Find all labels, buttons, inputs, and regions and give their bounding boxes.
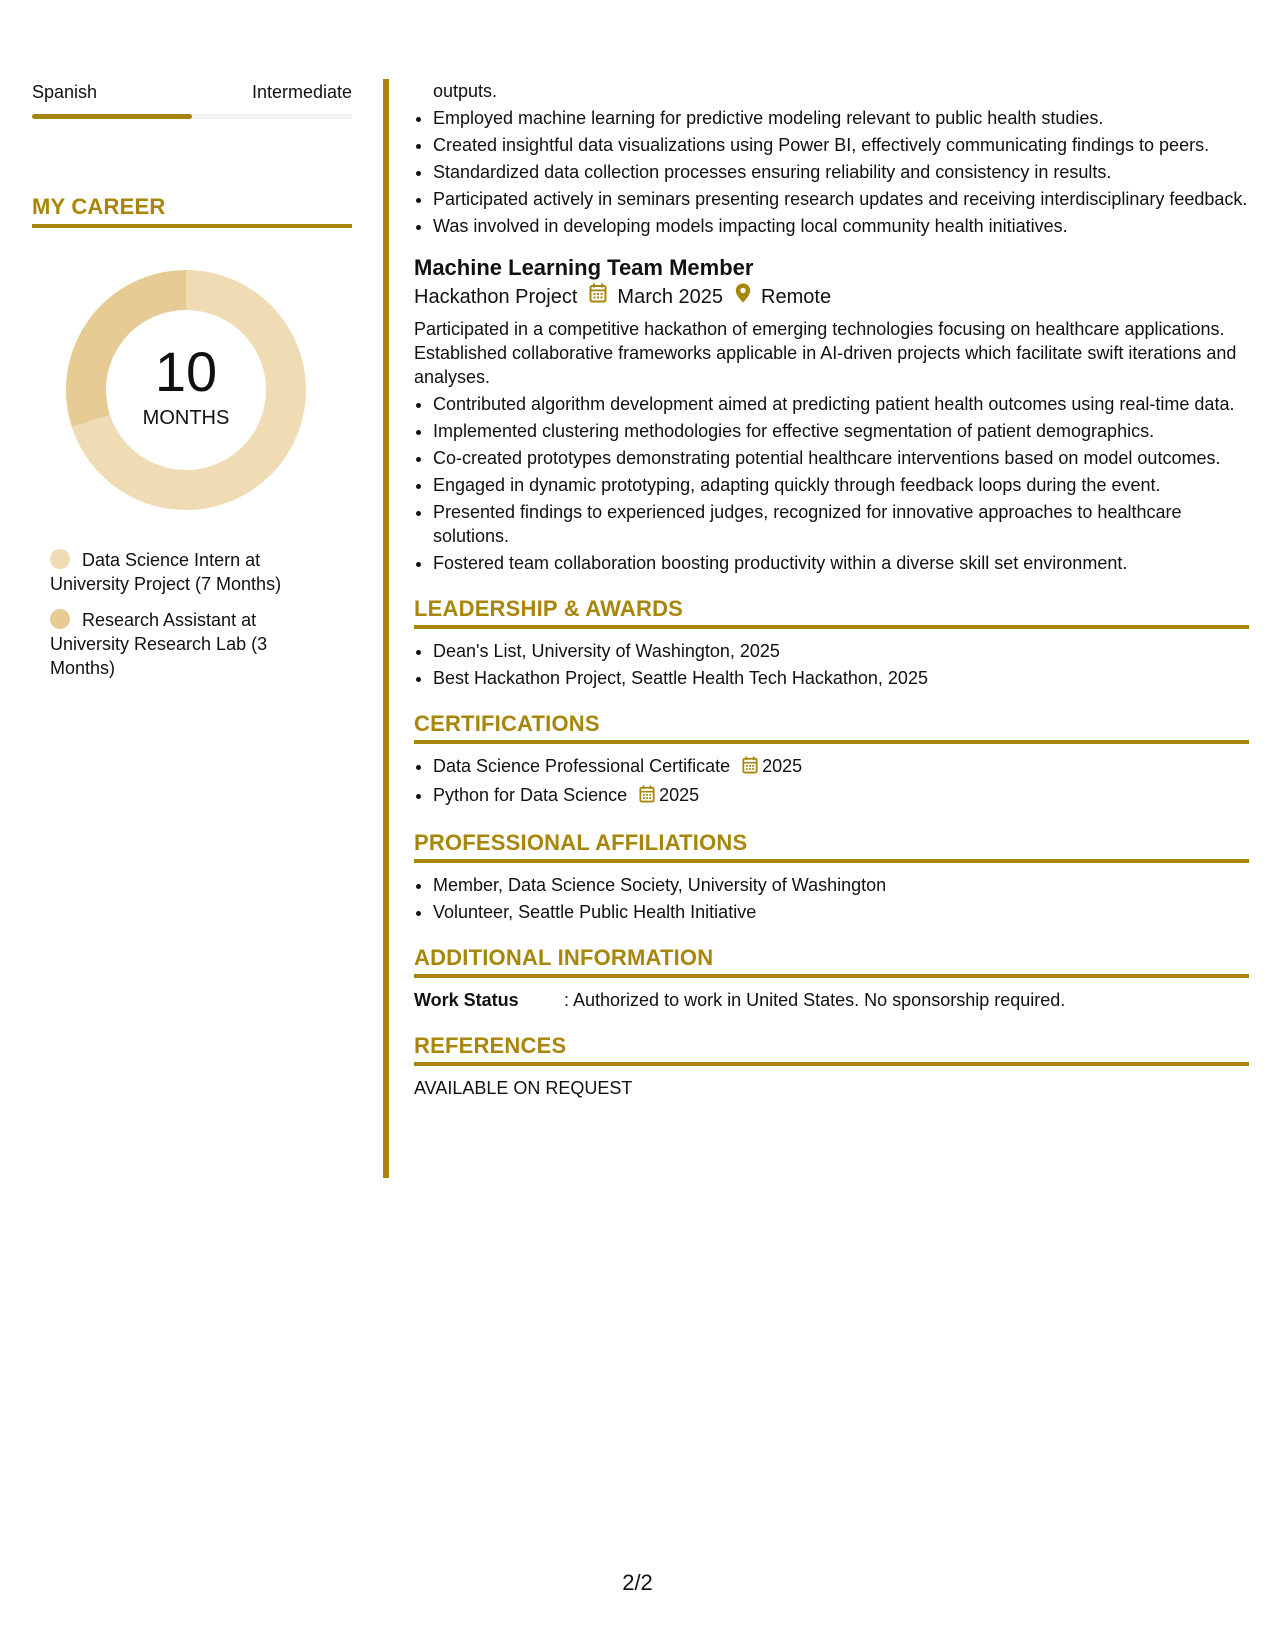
list-item: • Fostered team collaboration boosting productivity within a diverse skill set environment. [433,551,1249,575]
column-divider [383,79,389,1178]
language-proficiency-fill [32,114,192,119]
list-item: • Implemented clustering methodologies for effective segmentation of patient demographics. [433,419,1249,443]
list-item: • Standardized data collection processes ensuring reliability and consistency in results. [433,160,1249,184]
cert-name: Data Science Professional Certificate [433,756,731,776]
prev-job-bullets [414,79,1249,238]
bullet-continuation: outputs. [433,81,498,101]
career-donut-chart [66,270,306,510]
language-level: Intermediate [251,82,352,102]
work-status-value: : Authorized to work in United States. No sponsorship required. [564,990,1066,1010]
job-meta [414,283,1249,311]
list-item: • Best Hackathon Project, Seattle Health Tech Hackathon, 2025 [433,666,1249,690]
list-item: • Volunteer, Seattle Public Health Initiative [433,900,1249,924]
calendar-icon [589,283,607,311]
certifications-section-title: CERTIFICATIONS [414,710,1249,744]
certifications-list [414,754,1249,809]
calendar-icon [639,785,655,809]
calendar-icon [742,756,758,780]
list-item: • Co-created prototypes demonstrating potential healthcare interventions based on model outcomes. [433,446,1249,470]
job-organization: Hackathon Project [414,286,578,308]
list-item: • Created insightful data visualizations using Power BI, effectively communicating findings to peers. [433,133,1249,157]
references-text: AVAILABLE ON REQUEST [414,1078,633,1098]
cert-year: 2025 [762,756,803,776]
legend-dot [50,549,70,569]
list-item: • Member, Data Science Society, University of Washington [433,873,1249,897]
list-item: • Presented findings to experienced judges, recognized for innovative approaches to healthcare solutions. [433,500,1249,548]
job-title: Machine Learning Team Member [414,255,754,280]
list-item: • Engaged in dynamic prototyping, adapting quickly through feedback loops during the event. [433,473,1249,497]
language-row [32,80,352,104]
legend-dot [50,609,70,629]
job-date: March 2025 [617,286,724,308]
leadership-section-title: LEADERSHIP & AWARDS [414,595,1249,629]
cert-year: 2025 [659,785,700,805]
affiliations-list [414,873,1249,924]
job-description: Participated in a competitive hackathon of emerging technologies focusing on healthcare applications. Established collaborative frameworks applicable in AI-driven projects which facilitate swift iterations and analyses. [414,319,1237,387]
list-item: • Contributed algorithm development aimed at predicting patient health outcomes using real-time data. [433,392,1249,416]
references-section-title: REFERENCES [414,1032,1249,1066]
list-item: • Participated actively in seminars presenting research updates and receiving interdisciplinary feedback. [433,187,1249,211]
list-item [433,783,1249,809]
work-status-label: Work Status [414,990,519,1010]
language-name: Spanish [32,82,98,102]
list-item: • Was involved in developing models impacting local community health initiatives. [433,214,1249,238]
list-item: • Dean's List, University of Washington, 2025 [433,639,1249,663]
right-column [414,79,1249,1100]
affiliations-section-title: PROFESSIONAL AFFILIATIONS [414,829,1249,863]
left-column [32,80,352,692]
work-status-row [414,988,1249,1012]
page-number: 2/2 [622,1570,653,1595]
legend-item [50,548,310,596]
list-item [433,754,1249,780]
cert-name: Python for Data Science [433,785,628,805]
language-proficiency-bar [32,114,352,119]
job-location: Remote [761,286,832,308]
map-pin-icon [735,283,751,311]
legend-label: Data Science Intern at University Project (7 Months) [50,550,282,594]
legend-item [50,608,310,680]
list-item: • Employed machine learning for predictive modeling relevant to public health studies. [433,106,1249,130]
job-bullets [414,392,1249,575]
additional-info-section-title: ADDITIONAL INFORMATION [414,944,1249,978]
legend-label: Research Assistant at University Research Lab (3 Months) [50,610,268,678]
career-legend [50,548,310,680]
career-section-title: MY CAREER [32,194,352,228]
career-total-unit: MONTHS [142,407,230,429]
career-total-value: 10 [154,340,218,403]
leadership-list [414,639,1249,690]
